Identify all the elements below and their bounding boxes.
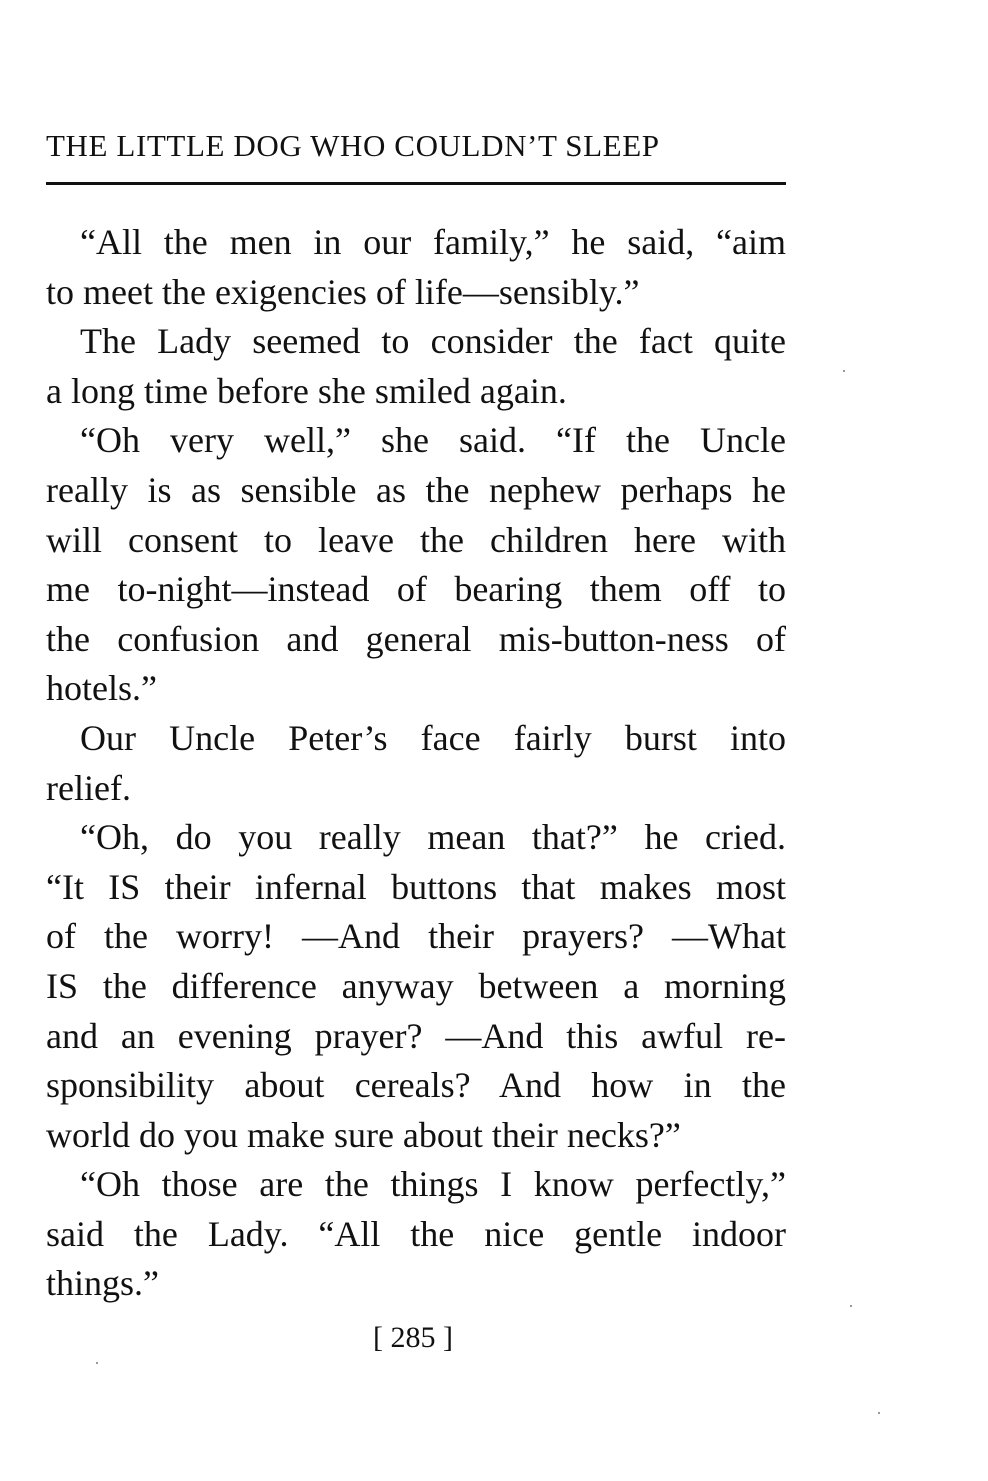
text-line: “It IS their infernal buttons that makes most bbox=[46, 866, 786, 907]
text-line: The Lady seemed to consider the fact quite bbox=[80, 321, 786, 362]
text-line: “Oh, do you really mean that?” he cried. bbox=[80, 817, 786, 858]
paper-speck bbox=[843, 370, 845, 372]
paper-speck bbox=[878, 1412, 880, 1414]
text-line: IS the difference anyway between a morning bbox=[46, 965, 786, 1006]
body-text bbox=[46, 218, 786, 1309]
text-line: a long time before she smiled again. bbox=[46, 370, 567, 411]
text-line: of the worry! —And their prayers? —What bbox=[46, 916, 786, 957]
header-rule bbox=[46, 182, 786, 185]
text-line: Our Uncle Peter’s face fairly burst into bbox=[80, 717, 786, 758]
running-head-title: THE LITTLE DOG WHO COULDN’T SLEEP bbox=[46, 128, 660, 163]
text-line: the confusion and general mis-button-ness of bbox=[46, 618, 786, 659]
text-line: me to-night—instead of bearing them off to bbox=[46, 569, 786, 610]
text-line: “Oh very well,” she said. “If the Uncle bbox=[80, 420, 786, 461]
text-line: hotels.” bbox=[46, 668, 157, 709]
text-line: things.” bbox=[46, 1263, 159, 1304]
text-line: said the Lady. “All the nice gentle indoor bbox=[46, 1213, 786, 1254]
paper-speck bbox=[96, 1362, 98, 1364]
text-line: sponsibility about cereals? And how in the bbox=[46, 1065, 786, 1106]
text-line: to meet the exigencies of life—sensibly.” bbox=[46, 271, 640, 312]
page-number: [ 285 ] bbox=[373, 1321, 453, 1354]
text-line: and an evening prayer? —And this awful re- bbox=[46, 1015, 786, 1056]
text-line: “Oh those are the things I know perfectly,” bbox=[80, 1164, 786, 1205]
text-line: “All the men in our family,” he said, “aim bbox=[80, 222, 786, 262]
paper-speck bbox=[850, 1305, 852, 1307]
text-line: will consent to leave the children here with bbox=[46, 519, 786, 560]
text-line: world do you make sure about their necks?” bbox=[46, 1114, 681, 1155]
text-line: really is as sensible as the nephew perhaps he bbox=[46, 469, 786, 510]
text-line: relief. bbox=[46, 767, 131, 808]
